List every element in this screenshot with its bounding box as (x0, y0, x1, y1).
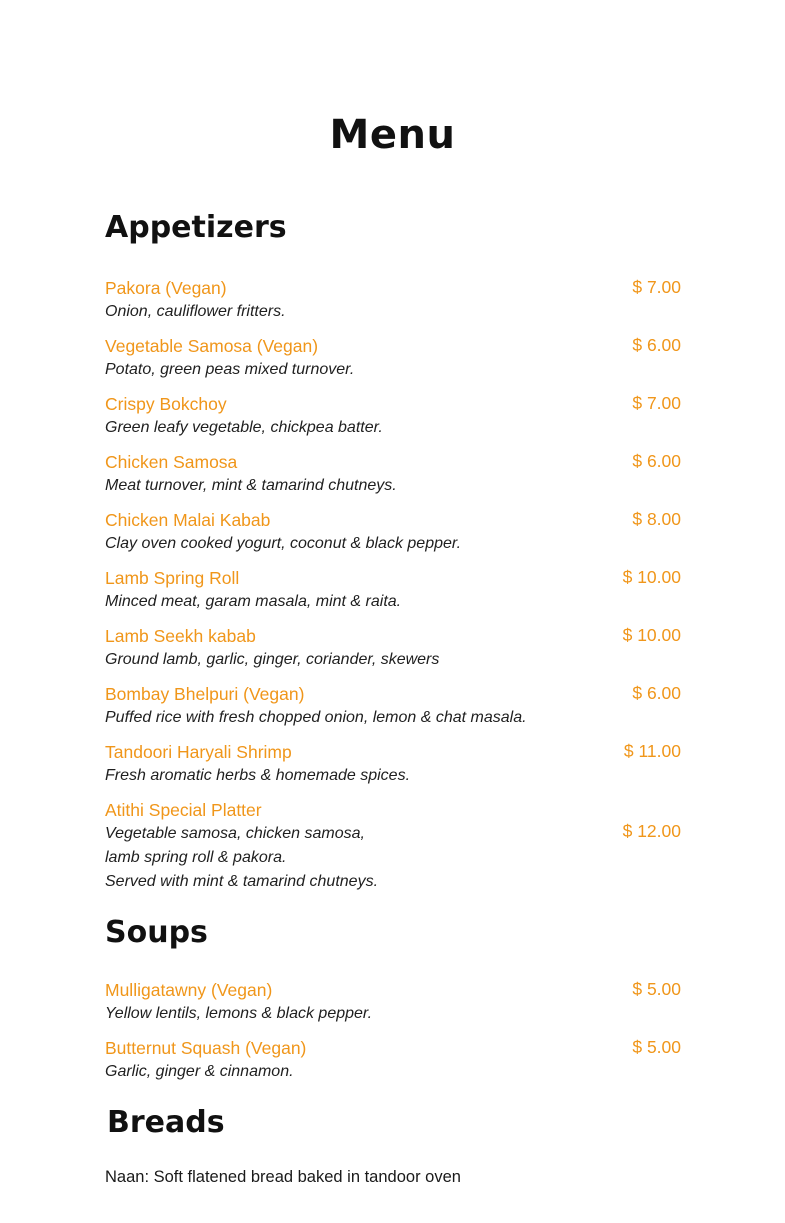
menu-item-platter (105, 798, 685, 894)
item-name: Bombay Bhelpuri (Vegan) (105, 684, 305, 704)
menu-item (105, 450, 685, 498)
menu-item (105, 624, 685, 672)
item-name: Lamb Seekh kabab (105, 626, 256, 646)
item-description: Onion, cauliflower fritters. (105, 303, 286, 320)
item-name: Chicken Samosa (105, 452, 238, 472)
item-description: Fresh aromatic herbs & homemade spices. (105, 767, 411, 784)
item-name: Lamb Spring Roll (105, 568, 240, 588)
item-description: Green leafy vegetable, chickpea batter. (105, 419, 383, 436)
item-price: $ 12.00 (622, 821, 681, 841)
menu-item (105, 392, 685, 440)
menu-item (105, 978, 685, 1026)
item-price: $ 7.00 (632, 393, 681, 413)
item-name: Vegetable Samosa (Vegan) (105, 336, 319, 356)
item-price: $ 11.00 (623, 741, 681, 761)
menu-item (105, 682, 685, 730)
item-name: Chicken Malai Kabab (105, 510, 271, 530)
menu-item (105, 334, 685, 382)
item-price: $ 7.00 (632, 277, 681, 297)
menu-item (105, 740, 685, 788)
item-price: $ 8.00 (632, 509, 681, 529)
menu-item (105, 276, 685, 324)
item-description: Garlic, ginger & cinnamon. (105, 1063, 294, 1080)
item-name: Pakora (Vegan) (105, 278, 227, 298)
item-description-line: Vegetable samosa, chicken samosa, (105, 825, 365, 842)
section-title-soups: Soups (105, 915, 208, 950)
menu-item (105, 508, 685, 556)
item-price: $ 6.00 (632, 683, 681, 703)
item-name: Atithi Special Platter (105, 800, 262, 820)
item-description-line: Served with mint & tamarind chutneys. (105, 873, 379, 890)
item-name: Tandoori Haryali Shrimp (105, 742, 292, 762)
item-price: $ 10.00 (622, 625, 681, 645)
item-price: $ 5.00 (632, 1037, 681, 1057)
item-description: Potato, green peas mixed turnover. (105, 361, 355, 378)
item-description: Puffed rice with fresh chopped onion, lemon & chat masala. (105, 709, 527, 726)
section-title-breads: Breads (107, 1105, 225, 1140)
item-price: $ 6.00 (632, 451, 681, 471)
item-description: Ground lamb, garlic, ginger, coriander, skewers (105, 651, 440, 668)
item-description: Yellow lentils, lemons & black pepper. (105, 1005, 373, 1022)
item-description: Minced meat, garam masala, mint & raita. (105, 593, 402, 610)
section-title-appetizers: Appetizers (105, 210, 287, 245)
item-description-line: lamb spring roll & pakora. (105, 849, 287, 866)
item-price: $ 6.00 (632, 335, 681, 355)
page-title: Menu (329, 112, 456, 158)
item-name: Mulligatawny (Vegan) (105, 980, 273, 1000)
item-description: Clay oven cooked yogurt, coconut & black pepper. (105, 535, 462, 552)
menu-item (105, 1036, 685, 1084)
item-price: $ 10.00 (622, 567, 681, 587)
item-name: Butternut Squash (Vegan) (105, 1038, 307, 1058)
bread-description: Naan: Soft flatened bread baked in tandoor oven (105, 1168, 461, 1186)
item-description: Meat turnover, mint & tamarind chutneys. (105, 477, 397, 494)
item-name: Crispy Bokchoy (105, 394, 227, 414)
menu-item (105, 566, 685, 614)
item-price: $ 5.00 (632, 979, 681, 999)
